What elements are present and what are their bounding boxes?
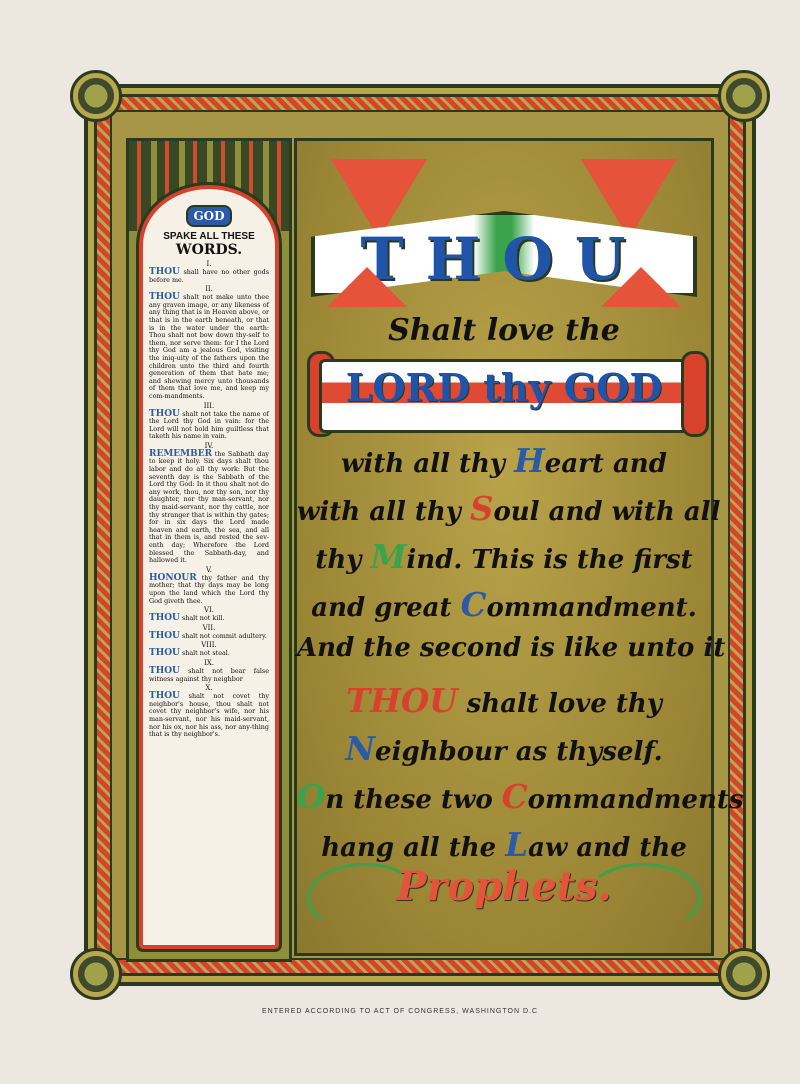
commandment-numeral: X.	[205, 684, 213, 693]
spake-heading: SPAKE ALL THESE	[163, 231, 255, 242]
commandment-text	[149, 269, 269, 284]
drop-cap: L	[505, 825, 529, 864]
commandment-body: thy father and thy mother; that thy days may be long upon the land which the Lord thy God giveth thee.	[149, 573, 269, 605]
prophets-word: Prophets.	[396, 863, 612, 910]
line-second: And the second is like unto it	[297, 633, 726, 663]
commandment-text	[149, 572, 269, 605]
commandment-body: the Sabbath day to keep it holy. Six days shalt thou labor and do all thy work: But the seventh day is the Sabbath of the Lord thy God: In it thou shalt not do any work, thou, nor thy son, nor thy daughter, nor thy man-servant, nor thy maid-servant, nor thy cattle, nor thy stranger that is within thy gates; for in six days the Lord made heaven and earth, the sea, and all that in them is, and rested the sev-enth day; Wherefore the Lord blessed the Sabbath-day, and hallowed it.	[149, 449, 269, 565]
commandment-text	[149, 650, 269, 658]
text: eighbour as thyself.	[375, 737, 663, 767]
line-soul	[297, 489, 721, 528]
text: hang all the	[321, 833, 506, 863]
commandments-tablet	[139, 185, 279, 949]
commandment-body: shall have no other gods before me.	[149, 268, 269, 284]
commandment-text	[149, 665, 269, 683]
commandment-numeral: VII.	[202, 623, 216, 632]
line-great-commandment	[297, 585, 711, 624]
commandment-text	[149, 448, 269, 565]
commandments-list	[149, 260, 269, 739]
text: shalt love thy	[457, 689, 662, 719]
drop-cap: H	[514, 441, 545, 480]
commandment-body: shalt not take the name of the Lord thy God in vain: for the Lord will not hold him guiltless that taketh his name in vain.	[149, 409, 269, 441]
commandment-text	[149, 693, 269, 739]
commandment-text	[149, 294, 269, 400]
text: eart and	[544, 449, 667, 479]
commandment-text	[149, 615, 269, 623]
red-triangle-ornament	[601, 267, 681, 307]
corner-ornament-icon	[70, 70, 122, 122]
commandment-lead-word: THOU	[149, 691, 180, 702]
text: with all thy	[341, 449, 515, 479]
lord-thy-god-text: LORD thy GOD	[345, 365, 663, 410]
drop-cap: C	[460, 585, 487, 624]
corner-ornament-icon	[718, 948, 770, 1000]
text: ommandment.	[486, 593, 697, 623]
copyright-footer: ENTERED ACCORDING TO ACT OF CONGRESS, WASHINGTON D.C	[261, 1008, 539, 1015]
ornamental-frame	[70, 70, 770, 1000]
words-heading: WORDS.	[175, 242, 243, 258]
god-heading: GOD	[186, 205, 232, 227]
commandment-numeral: IV.	[204, 441, 214, 450]
commandment-numeral: IX.	[204, 658, 214, 667]
commandment-lead-word: HONOUR	[149, 572, 197, 583]
drop-cap: THOU	[346, 681, 458, 720]
commandment-body: shalt not kill.	[181, 614, 225, 623]
text: with all thy	[297, 497, 470, 527]
commandment-numeral: III.	[203, 401, 215, 410]
line-mind	[297, 537, 711, 576]
line-heart	[297, 441, 711, 480]
commandment-numeral: II.	[205, 285, 213, 294]
main-text-panel	[294, 138, 744, 956]
commandments-panel	[126, 138, 292, 962]
commandment-lead-word: THOU	[149, 665, 180, 676]
commandment-body: shalt not commit adultery.	[181, 631, 267, 640]
line-thyself	[297, 729, 711, 768]
text: ommandments	[527, 785, 744, 815]
text: thy	[315, 545, 371, 575]
line-shalt-love: Shalt love the	[388, 313, 620, 348]
commandment-lead-word: THOU	[149, 408, 180, 419]
drop-cap: N	[345, 729, 376, 768]
line-two-commandments	[297, 777, 744, 816]
commandment-numeral: VIII.	[201, 641, 217, 650]
commandment-numeral: I.	[206, 260, 212, 268]
commandment-numeral: VI.	[203, 606, 215, 615]
thou-title: THOU	[360, 225, 648, 293]
line-thou-neighbour	[297, 681, 711, 720]
text: oul and with all	[493, 497, 721, 527]
drop-cap: S	[469, 489, 494, 528]
commandment-lead-word: THOU	[149, 648, 180, 659]
commandment-lead-word: THOU	[149, 630, 180, 641]
corner-ornament-icon	[70, 948, 122, 1000]
text: ind. This is the first	[406, 545, 693, 575]
text: n these two	[325, 785, 502, 815]
commandment-lead-word: REMEMBER	[149, 448, 213, 459]
commandment-lead-word: THOU	[149, 613, 180, 624]
red-triangle-ornament	[327, 267, 407, 307]
text: and great	[311, 593, 461, 623]
drop-cap: C	[501, 777, 528, 816]
corner-ornament-icon	[718, 70, 770, 122]
commandment-lead-word: THOU	[149, 292, 180, 303]
drop-cap: O	[297, 777, 326, 816]
commandment-lead-word: THOU	[149, 267, 180, 277]
commandment-text	[149, 630, 269, 641]
commandment-text	[149, 408, 269, 441]
commandment-body: shalt not bear false witness against thy neighbor	[149, 666, 269, 683]
text: aw and the	[528, 833, 687, 863]
commandment-body: shalt not covet thy neighbor's house, thou shalt not covet thy neighbor's wife, nor his man-servant, nor his maid-servant, nor his ox, nor his ass, nor any-thing that is thy neighbor's.	[149, 692, 269, 739]
commandment-body: shalt not make unto thee any graven image, or any likeness of any thing that is in Heaven above, or that is in the earth beneath, or that is in the water under the earth: Thou shalt not bow down thy-self to them, nor serve them: for I the Lord thy God am a jealous God, visiting the iniq-uity of the fathers upon the children unto the third and fourth generation of them that hate me; and shewing mercy unto thousands of them that love me, and keep my com-mandments.	[149, 293, 269, 400]
drop-cap: M	[370, 537, 407, 576]
line-law	[297, 825, 711, 864]
commandment-numeral: V.	[205, 565, 213, 574]
commandment-body: shalt not steal.	[181, 649, 230, 658]
